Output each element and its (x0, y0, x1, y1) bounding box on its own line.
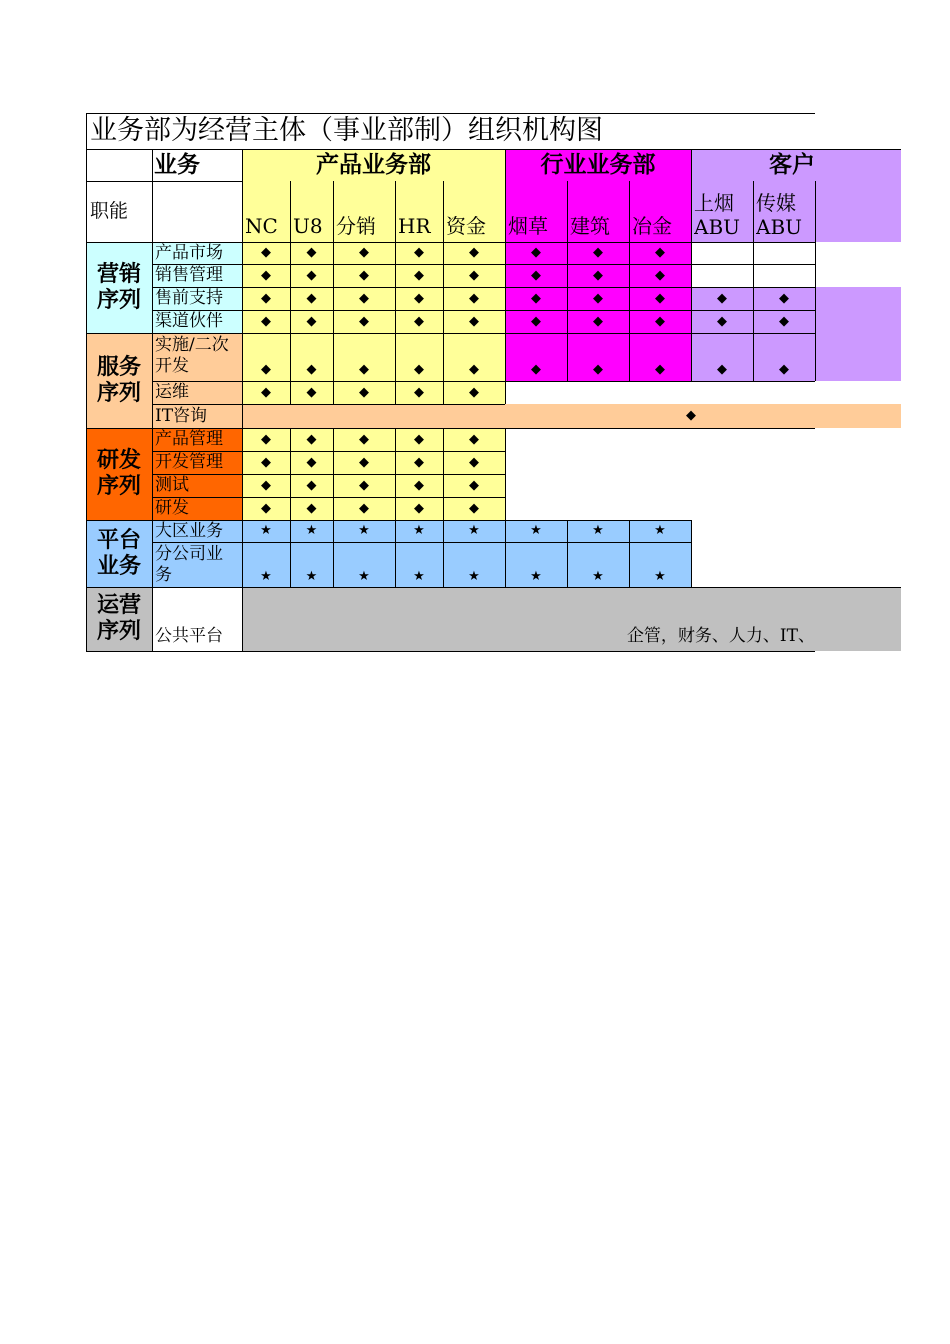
mark-cell: ◆ (290, 451, 333, 474)
violet-extension (815, 287, 901, 310)
grid-line-v (505, 520, 506, 587)
grid-line-h (86, 333, 815, 334)
mark-cell: ◆ (443, 497, 505, 520)
mark-cell: ◆ (333, 474, 395, 497)
mark-cell: ◆ (567, 287, 629, 310)
mark-cell: ◆ (290, 497, 333, 520)
mark-cell: ◆ (443, 474, 505, 497)
mark-cell (629, 474, 691, 497)
grid-line-v (753, 242, 754, 381)
group-header-2: 客户 (769, 152, 815, 178)
grid-line-h (86, 181, 242, 182)
grid-line-v (629, 520, 630, 587)
mark-cell (505, 451, 567, 474)
section-label-1: 服务 序列 (96, 354, 141, 406)
mark-cell: ◆ (395, 451, 443, 474)
mark-cell: ◆ (290, 333, 333, 381)
mark-cell: ◆ (567, 242, 629, 264)
grid-line-h (152, 404, 505, 405)
mark-cell (691, 381, 753, 404)
column-header-0: NC (245, 214, 278, 238)
mark-cell: ★ (505, 542, 567, 587)
mark-cell (753, 428, 815, 451)
mark-cell (505, 497, 567, 520)
column-header-2: 分销 (336, 214, 376, 238)
row-label: 分公司业 务 (155, 544, 223, 585)
mark-cell: ◆ (629, 333, 691, 381)
row-label: 大区业务 (155, 521, 223, 541)
column-header-7: 冶金 (632, 214, 672, 238)
mark-cell: ◆ (290, 474, 333, 497)
grid-line-h (152, 287, 815, 288)
mark-cell (691, 474, 753, 497)
mark-cell (629, 451, 691, 474)
merged-mark: ◆ (686, 408, 696, 423)
column-header-9: 传媒 ABU (756, 191, 802, 239)
grid-line-v (333, 381, 334, 404)
grid-line-v (395, 428, 396, 520)
grid-line-v (505, 181, 506, 242)
mark-cell: ◆ (395, 264, 443, 287)
mark-cell: ◆ (242, 310, 290, 333)
grid-line-v (567, 242, 568, 381)
mark-cell: ◆ (505, 310, 567, 333)
mark-cell (691, 242, 753, 264)
mark-cell (753, 520, 815, 542)
section-label-0: 营销 序列 (96, 261, 141, 313)
grid-line-v (567, 520, 568, 587)
mark-cell: ◆ (395, 287, 443, 310)
mark-cell (691, 428, 753, 451)
row-label: 开发管理 (155, 452, 223, 472)
public-platform-text: 企管，财务、人力、IT、 (626, 626, 815, 646)
mark-cell: ◆ (242, 474, 290, 497)
grid-line-v (443, 242, 444, 381)
mark-cell: ◆ (505, 287, 567, 310)
mark-cell: ◆ (333, 333, 395, 381)
mark-cell: ◆ (242, 242, 290, 264)
mark-cell: ◆ (333, 381, 395, 404)
left-border (86, 113, 87, 651)
grid-line-v (691, 181, 692, 242)
column-header-1: U8 (293, 214, 323, 238)
grid-line-h (86, 651, 815, 652)
mark-cell: ◆ (333, 451, 395, 474)
grid-line-v (290, 520, 291, 587)
mark-cell (691, 264, 753, 287)
mark-cell: ◆ (629, 264, 691, 287)
section-label-3: 平台 业务 (96, 527, 141, 579)
mark-cell: ◆ (242, 287, 290, 310)
grid-line-v (629, 181, 630, 242)
mark-cell: ◆ (443, 310, 505, 333)
mark-cell: ★ (395, 520, 443, 542)
mark-cell: ◆ (333, 497, 395, 520)
mark-cell: ◆ (443, 264, 505, 287)
mark-cell (753, 451, 815, 474)
grid-line-v (567, 181, 568, 242)
mark-cell (567, 497, 629, 520)
mark-cell (629, 381, 691, 404)
mark-cell: ◆ (443, 428, 505, 451)
row-label: 研发 (155, 498, 189, 518)
row-label: 产品市场 (155, 243, 223, 263)
grid-line-v (443, 520, 444, 587)
header-top-border (86, 149, 901, 150)
function-header: 职能 (90, 200, 129, 222)
mark-cell: ★ (242, 520, 290, 542)
mark-cell: ◆ (242, 264, 290, 287)
mark-cell: ◆ (395, 242, 443, 264)
business-header: 业务 (154, 152, 200, 178)
column-header-8: 上烟 ABU (694, 191, 740, 239)
grid-line-h (86, 587, 901, 588)
mark-cell: ◆ (395, 310, 443, 333)
mark-cell (567, 381, 629, 404)
mark-cell: ◆ (242, 333, 290, 381)
mark-cell: ★ (395, 542, 443, 587)
mark-cell: ◆ (443, 242, 505, 264)
mark-cell: ◆ (505, 264, 567, 287)
mark-cell (505, 474, 567, 497)
mark-cell: ◆ (242, 381, 290, 404)
row-label: 测试 (155, 475, 189, 495)
grid-line-h (86, 428, 815, 429)
row-label: 渠道伙伴 (155, 311, 223, 331)
section-label-4: 运营 序列 (96, 593, 141, 644)
violet-extension (815, 310, 901, 333)
grid-line-v (691, 242, 692, 381)
sheet-title: 业务部为经营主体（事业部制）组织机构图 (90, 115, 603, 146)
mark-cell: ★ (629, 542, 691, 587)
mark-cell: ◆ (691, 287, 753, 310)
mark-cell: ◆ (333, 287, 395, 310)
grid-line-v (395, 520, 396, 587)
mark-cell: ◆ (242, 451, 290, 474)
grid-line-h (152, 451, 505, 452)
mark-cell (505, 381, 567, 404)
grid-line-h (152, 310, 815, 311)
grid-line-v (443, 428, 444, 520)
mark-cell: ◆ (395, 474, 443, 497)
mark-cell: ◆ (290, 287, 333, 310)
mark-cell: ◆ (505, 242, 567, 264)
grid-line-v (242, 149, 243, 651)
mark-cell (753, 474, 815, 497)
mark-cell: ◆ (395, 497, 443, 520)
it-consulting-band (242, 404, 901, 428)
grid-line-v (505, 381, 506, 404)
grid-line-h (86, 520, 691, 521)
column-header-3: HR (398, 214, 431, 238)
grid-line-v (333, 242, 334, 381)
mark-cell: ★ (567, 520, 629, 542)
mark-cell: ◆ (242, 497, 290, 520)
row-label: 实施/二次 开发 (155, 335, 229, 376)
row-label: 公共平台 (155, 626, 223, 646)
mark-cell (691, 451, 753, 474)
column-header-4: 资金 (446, 214, 486, 238)
mark-cell (753, 264, 815, 287)
row-label: IT咨询 (155, 406, 208, 426)
mark-cell: ◆ (629, 242, 691, 264)
grid-line-v (333, 181, 334, 242)
mark-cell: ◆ (395, 381, 443, 404)
mark-cell: ◆ (567, 310, 629, 333)
mark-cell (629, 428, 691, 451)
section-label-2: 研发 序列 (96, 448, 141, 499)
grid-line-v (443, 181, 444, 242)
mark-cell: ★ (290, 520, 333, 542)
grid-line-h (152, 264, 815, 265)
mark-cell: ★ (443, 542, 505, 587)
mark-cell: ◆ (290, 242, 333, 264)
grid-line-v (290, 181, 291, 242)
group-header-0: 产品业务部 (316, 152, 431, 178)
row-label: 产品管理 (155, 429, 223, 449)
grid-line-v (152, 149, 153, 651)
mark-cell (691, 497, 753, 520)
row-label: 运维 (155, 382, 189, 402)
mark-cell: ◆ (395, 428, 443, 451)
mark-cell: ◆ (753, 287, 815, 310)
grid-line-h (152, 497, 505, 498)
mark-cell: ◆ (333, 428, 395, 451)
grid-line-v (691, 149, 692, 181)
grid-line-v (505, 242, 506, 381)
mark-cell (629, 497, 691, 520)
mark-cell: ◆ (290, 381, 333, 404)
mark-cell: ◆ (395, 333, 443, 381)
violet-extension (815, 333, 901, 381)
mark-cell: ◆ (691, 310, 753, 333)
mark-cell (505, 428, 567, 451)
grid-line-v (753, 181, 754, 242)
mark-cell: ★ (443, 520, 505, 542)
title-top-border (86, 113, 815, 114)
mark-cell: ◆ (290, 310, 333, 333)
mark-cell (691, 542, 753, 587)
row-label: 销售管理 (155, 265, 223, 285)
grid-line-v (815, 333, 816, 381)
grid-line-v (443, 381, 444, 404)
mark-cell: ◆ (567, 333, 629, 381)
grid-line-v (290, 242, 291, 381)
grid-line-h (152, 474, 505, 475)
mark-cell (753, 542, 815, 587)
mark-cell: ◆ (333, 310, 395, 333)
grid-line-h (152, 542, 691, 543)
mark-cell (753, 497, 815, 520)
mark-cell: ◆ (443, 333, 505, 381)
mark-cell: ★ (629, 520, 691, 542)
mark-cell: ◆ (567, 264, 629, 287)
grid-line-v (395, 381, 396, 404)
grid-line-v (691, 520, 692, 587)
column-header-6: 建筑 (570, 214, 610, 238)
column-header-5: 烟草 (508, 214, 548, 238)
mark-cell: ★ (333, 520, 395, 542)
grid-line-v (333, 428, 334, 520)
grid-line-v (629, 242, 630, 381)
mark-cell (691, 520, 753, 542)
mark-cell: ◆ (290, 264, 333, 287)
mark-cell: ◆ (443, 381, 505, 404)
mark-cell (753, 242, 815, 264)
mark-cell: ★ (505, 520, 567, 542)
mark-cell: ★ (333, 542, 395, 587)
grid-line-h (86, 242, 815, 243)
mark-cell: ◆ (290, 428, 333, 451)
mark-cell: ★ (567, 542, 629, 587)
grid-line-h (152, 381, 815, 382)
mark-cell: ◆ (753, 310, 815, 333)
mark-cell: ◆ (691, 333, 753, 381)
mark-cell: ◆ (753, 333, 815, 381)
grid-line-v (505, 428, 506, 520)
mark-cell: ◆ (443, 287, 505, 310)
mark-cell: ◆ (242, 428, 290, 451)
mark-cell: ◆ (629, 310, 691, 333)
mark-cell (567, 451, 629, 474)
mark-cell: ◆ (443, 451, 505, 474)
grid-line-v (290, 381, 291, 404)
grid-line-v (333, 520, 334, 587)
mark-cell: ◆ (333, 242, 395, 264)
mark-cell (567, 474, 629, 497)
mark-cell (753, 381, 815, 404)
grid-line-v (815, 181, 816, 242)
mark-cell: ★ (242, 542, 290, 587)
grid-line-v (290, 428, 291, 520)
grid-line-v (505, 149, 506, 181)
mark-cell (567, 428, 629, 451)
grid-line-v (395, 181, 396, 242)
mark-cell: ★ (290, 542, 333, 587)
mark-cell: ◆ (505, 333, 567, 381)
group-header-1: 行业业务部 (540, 152, 656, 178)
row-label: 售前支持 (155, 288, 223, 308)
mark-cell: ◆ (333, 264, 395, 287)
mark-cell: ◆ (629, 287, 691, 310)
grid-line-v (395, 242, 396, 381)
